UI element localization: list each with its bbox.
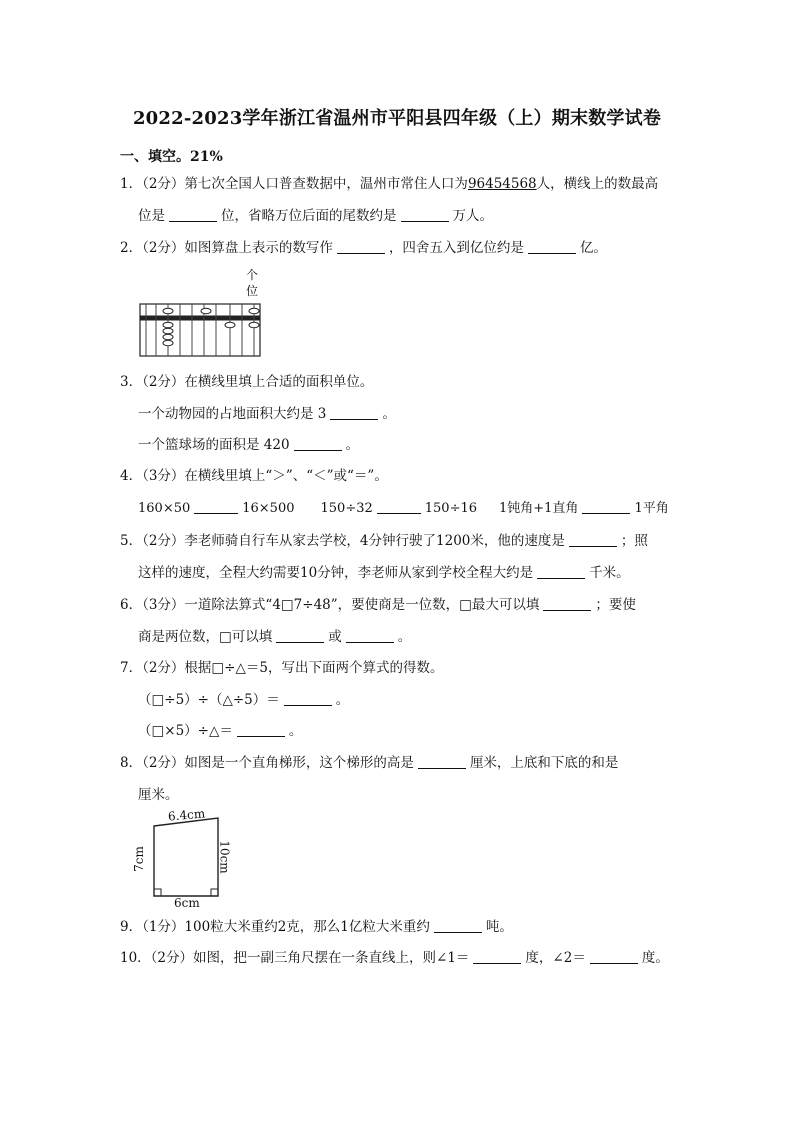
answer-blank[interactable] — [169, 207, 217, 222]
q3-text-2b: 。 — [382, 406, 396, 422]
trapezoid-left-label: 7cm — [131, 846, 146, 872]
question-6-line-1 — [120, 595, 636, 615]
question-1-line-1 — [120, 174, 658, 194]
question-9 — [120, 917, 513, 937]
answer-blank[interactable] — [528, 239, 576, 254]
q2-text-b: ，四舍五入到亿位约是 — [388, 240, 524, 256]
q6-text-1a: 6．（3分）一道除法算式“4□7÷48”，要使商是一位数，□最大可以填 — [120, 597, 540, 613]
answer-blank[interactable] — [401, 207, 449, 222]
answer-blank[interactable] — [590, 949, 638, 964]
answer-blank[interactable] — [194, 499, 238, 514]
answer-blank[interactable] — [434, 918, 482, 933]
answer-blank[interactable] — [346, 628, 394, 643]
answer-blank[interactable] — [337, 239, 385, 254]
question-6-line-2 — [138, 627, 411, 647]
question-10 — [120, 948, 669, 968]
trapezoid-bottom-label: 6cm — [174, 896, 200, 910]
question-1-line-2 — [138, 206, 493, 226]
question-7-line-3 — [138, 721, 302, 741]
q6-text-2c: 。 — [397, 629, 412, 645]
q6-text-1b: ；要使 — [595, 597, 636, 613]
q4-expr-3b: 1平角 — [634, 501, 669, 516]
q4-expr-2b: 150÷16 — [424, 501, 477, 516]
abacus-figure — [138, 268, 264, 360]
q8-text-1a: 8．（2分）如图是一个直角梯形，这个梯形的高是 — [120, 755, 414, 771]
q4-expr-3a: 1钝角+1直角 — [499, 501, 579, 516]
q1-text: 1．（2分）第七次全国人口普查数据中，温州市常住人口为 — [120, 176, 468, 192]
q1-text-2b: 位，省略万位后面的尾数约是 — [221, 208, 397, 224]
q3-text-3a: 一个篮球场的面积是 420 — [138, 437, 290, 453]
q4-expr-1a: 160×50 — [138, 501, 191, 516]
answer-blank[interactable] — [377, 499, 421, 514]
question-4: 4．（3分）在横线里填上“＞”、“＜”或“＝”。 — [120, 468, 388, 484]
trapezoid-right-label: 10cm — [217, 840, 232, 874]
question-5-line-1 — [120, 531, 648, 551]
q9-text-a: 9．（1分）100粒大米重约2克，那么1亿粒大米重约 — [120, 919, 430, 935]
answer-blank[interactable] — [543, 596, 591, 611]
answer-blank[interactable] — [294, 436, 342, 451]
q7-text-3a: （□×5）÷△＝ — [138, 723, 233, 739]
question-7-line-2 — [138, 690, 349, 710]
question-5-line-2 — [138, 563, 630, 583]
q6-text-2a: 商是两位数，□可以填 — [138, 629, 273, 645]
abacus-label-place: 位 — [246, 284, 259, 298]
q7-text-3b: 。 — [288, 723, 303, 739]
question-2 — [120, 238, 607, 258]
answer-blank[interactable] — [569, 532, 617, 547]
q3-text-2a: 一个动物园的占地面积大约是 3 — [138, 406, 327, 422]
trapezoid-top-label: 6.4cm — [167, 806, 206, 824]
answer-blank[interactable] — [473, 949, 521, 964]
q5-text-1a: 5．（2分）李老师骑自行车从家去学校，4分钟行驶了1200米，他的速度是 — [120, 533, 565, 549]
answer-blank[interactable] — [276, 628, 324, 643]
answer-blank[interactable] — [418, 754, 466, 769]
q7-text-2b: 。 — [335, 692, 350, 708]
q1-text-2a: 位是 — [138, 208, 165, 224]
page-title: 2022-2023学年浙江省温州市平阳县四年级（上）期末数学试卷 — [132, 108, 662, 129]
q10-text-a: 10．（2分）如图，把一副三角尺摆在一条直线上，则∠1＝ — [120, 950, 470, 966]
question-8-line-1 — [120, 753, 618, 773]
q4-expr-1b: 16×500 — [242, 501, 295, 516]
question-3-line-2 — [138, 404, 396, 424]
answer-blank[interactable] — [237, 722, 285, 737]
trapezoid-figure — [131, 806, 234, 910]
question-4-expressions — [138, 499, 669, 519]
q9-text-b: 吨。 — [485, 919, 513, 935]
q5-text-1b: ；照 — [620, 533, 648, 549]
q3-text-3b: 。 — [345, 437, 360, 453]
q5-text-2b: 千米。 — [589, 565, 630, 581]
answer-blank[interactable] — [537, 564, 585, 579]
question-3: 3．（2分）在横线里填上合适的面积单位。 — [120, 374, 374, 390]
q2-text-a: 2．（2分）如图算盘上表示的数写作 — [120, 240, 333, 256]
question-3-line-3 — [138, 435, 359, 455]
q4-expr-2a: 150÷32 — [320, 501, 373, 516]
q5-text-2a: 这样的速度，全程大约需要10分钟，李老师从家到学校全程大约是 — [138, 565, 534, 581]
abacus-label-ones: 个 — [246, 268, 259, 282]
q6-text-2b: 或 — [328, 629, 342, 645]
population-number: 96454568 — [467, 176, 537, 192]
q10-text-b: 度，∠2＝ — [525, 950, 586, 966]
abacus-drawing — [138, 268, 264, 360]
q2-text-c: 亿。 — [579, 240, 607, 256]
answer-blank[interactable] — [330, 405, 378, 420]
answer-blank[interactable] — [284, 691, 332, 706]
q10-text-c: 度。 — [641, 950, 669, 966]
q1-text-2c: 万人。 — [452, 208, 493, 224]
q8-text-1b: 厘米，上底和下底的和是 — [469, 755, 619, 771]
answer-blank[interactable] — [582, 499, 630, 514]
q1-text-tail: 人，横线上的数最高 — [536, 176, 659, 192]
question-8-line-2: 厘米。 — [138, 787, 179, 803]
q7-text-2a: （□÷5）÷（△÷5）＝ — [138, 692, 280, 708]
section-heading-fill-blank: 一、填空。21% — [120, 149, 223, 165]
question-7: 7．（2分）根据□÷△＝5，写出下面两个算式的得数。 — [120, 660, 444, 676]
